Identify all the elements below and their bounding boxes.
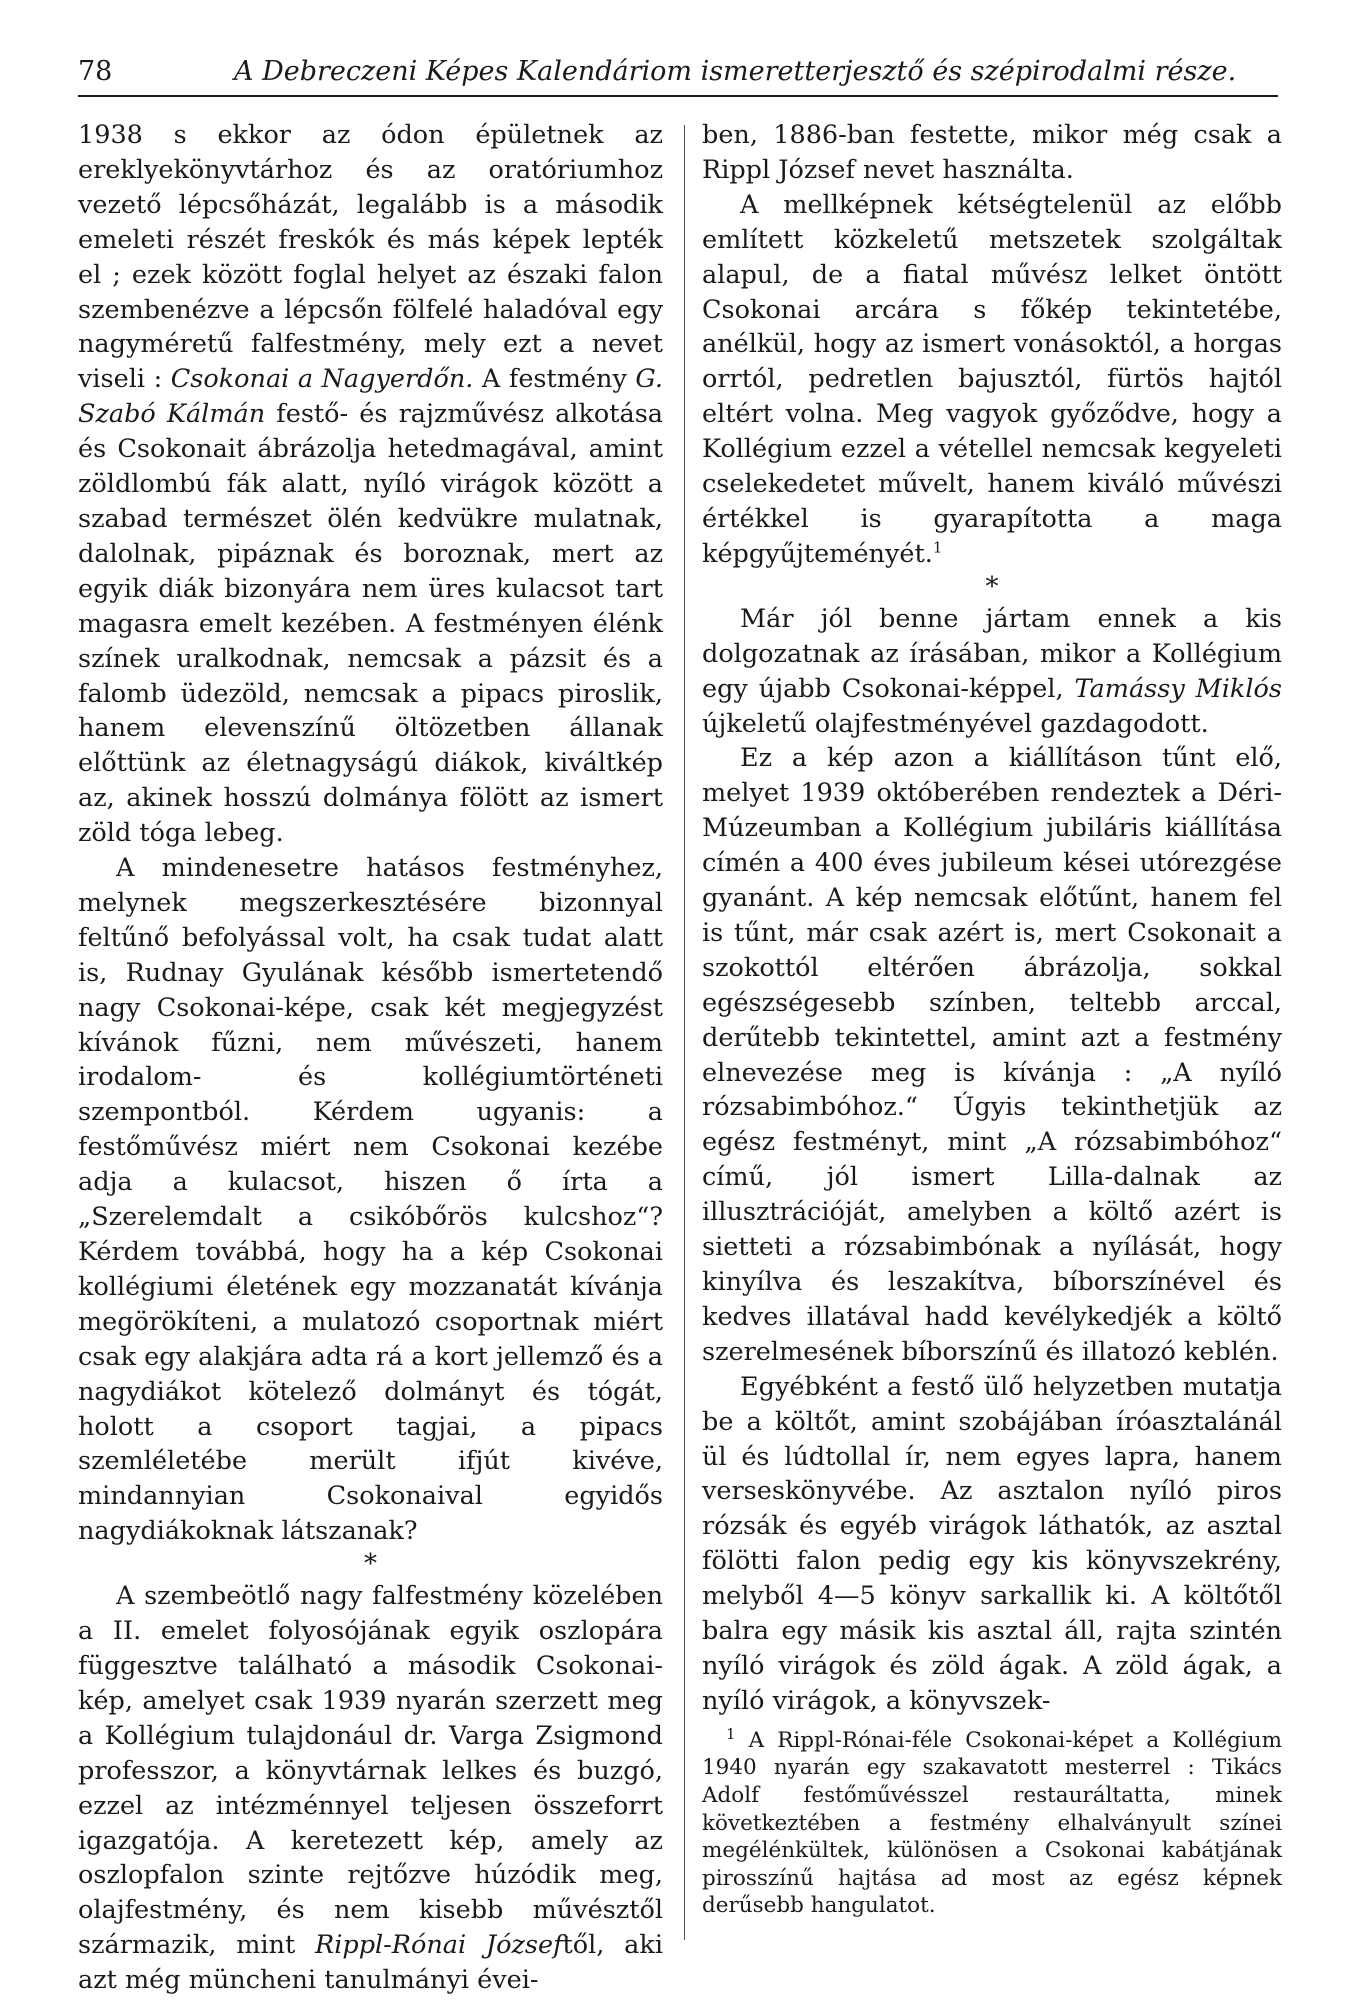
section-separator: * [364,1549,377,1580]
paragraph-text: 1938 s ekkor az ódon épületnek az ereklyekönyvtárhoz és az oratóriumhoz vezető lépcsőházát, legalább is a második emeleti részét freskók és más képek lepték el ; ezek között foglal helyet az északi falon szembenézve a lépcsőn fölfelé haladóval egy nagyméretű falfestmény, mely ezt a nevet viseli : [78,120,663,395]
header-rule [78,95,1278,97]
paragraph-text: festő- és rajzművész alkotása és Csokonait ábrázolja hetedmagával, amint zöldlombú fák alatt, nyíló virágok között a szabad természet ölén kedvükre mulatnak, dalolnak, pipáznak és boroznak, mert az egyik diák bizonyára nem üres kulacsot tart magasra emelt kezében. A festményen élénk színek uralkodnak, nemcsak a pázsit és a falomb üdezöld, nemcsak a pipacs piroslik, hanem elevenszínű öltözetben állanak előttünk az életnagyságú diákok, kiváltkép az, akinek hosszú dolmánya fölött az ismert zöld tóga lebeg. [78,399,664,849]
page-header [78,52,1273,92]
footnote-mark: 1 [726,1724,736,1743]
paragraph [702,602,1282,742]
paragraph-text: től, aki azt még müncheni tanulmányi évei- [78,1930,663,1996]
footnote-text: A Rippl-Rónai-féle Csokonai-képet a Kollégium 1940 nyarán egy szakavatott mesterrel : Tikács Adolf festőművésszel restauráltatta, minek következtében a festmény elhalványult színei megélénkültek, különösen a Csokonai kabátjának pirosszínű hajtása ad most az egész képnek derűsebb hangulatot. [702,1727,1282,1919]
paragraph-text: A festmény [473,364,636,395]
right-column [702,118,1282,1920]
artist-name: Tamássy Miklós [1074,673,1282,704]
paragraph: A mindenesetre hatásos festményhez, melynek megszerkesztésére bizonnyal feltűnő befolyással volt, ha csak tudat alatt is, Rudnay Gyulának később ismertetendő nagy Csokonai-képe, csak két megjegyzést kívánok fűzni, nem művészeti, hanem irodalom- és kollégiumtörténeti szempontból. Kérdem ugyanis: a festőművész miért nem Csokonai kezébe adja a kulacsot, hiszen ő írta a „Szerelemdalt a csikóbőrös kulcshoz“? Kérdem továbbá, hogy ha a kép Csokonai kollégiumi életének egy mozzanatát kívánja megörökíteni, a mulatozó csoportnak miért csak egy alakjára adta rá a kort jellemző és a nagydiákot kötelező dolmányt és tógát, holott a csoport tagjai, a pipacs szemléletébe merült ifjút kivéve, mindannyian Csokonaival egyidős nagydiákoknak látszanak? [78,853,663,1547]
section-separator: * [985,571,999,602]
running-title: A Debreczeni Képes Kalendáriom ismeretterjesztő és szépirodalmi része. [234,56,1237,87]
artist-name: Rippl-Rónai József [315,1930,563,1961]
footnote-reference: 1 [932,538,943,557]
footnote [702,1724,1282,1920]
paragraph [78,118,663,851]
paragraph-text: A szembeötlő nagy falfestmény közelében a II. emelet folyosójának egyik oszlopára függesztve található a második Csokonai-kép, amelyet csak 1939 nyarán szerzett meg a Kollégium tulajdonául dr. Varga Zsigmond professzor, a könyvtárnak lelkes és buzgó, ezzel az intézménnyel teljesen összeforrt igazgatója. A keretezett kép, amely az oszlopfalon szinte rejtőzve húzódik meg, olajfestmény, és nem kisebb művésztől származik, mint [78,1581,663,1961]
paragraph: ben, 1886-ban festette, mikor még csak a Rippl József nevet használta. [702,120,1282,185]
artwork-title: Csokonai a Nagyerdőn. [170,364,474,395]
paragraph: Egyébként a festő ülő helyzetben mutatja be a költőt, amint szobájában íróasztalánál ül és lúdtollal ír, nem egyes lapra, hanem verseskönyvébe. Az asztalon nyíló piros rózsák és egyéb virágok láthatók, az asztal fölötti falon pedig egy kis könyvszekrény, melyből 4—5 könyv sarkallik ki. A költőtől balra egy másik kis asztal áll, rajta szintén nyíló virágok és zöld ágak. A zöld ágak, a nyíló virágok, a könyvszek- [702,1371,1282,1716]
page-number: 78 [78,56,113,87]
paragraph [78,1579,663,1998]
paragraph-text: újkeletű olajfestményével gazdagodott. [702,708,1209,739]
paragraph-text: Már jól benne jártam ennek a kis dolgozatnak az írásában, mikor a Kollégium egy újabb Csokonai-képpel, [702,603,1282,704]
paragraph: Ez a kép azon a kiállításon tűnt elő, melyet 1939 októberében rendeztek a Déri-Múzeumban a Kollégium jubiláris kiállítása címén a 400 éves jubileum kései utórezgése gyanánt. A kép nemcsak előtűnt, hanem fel is tűnt, már csak azért is, mert Csokonait a szokottól eltérően ábrázolja, sokkal egészségesebb színben, teltebb arccal, derűtebb tekintettel, amint azt a festmény elnevezése meg is kívánja : „A nyíló rózsabimbóhoz.“ Úgyis tekinthetjük az egész festményt, mint „A rózsabimbóhoz“ című, jól ismert Lilla-dalnak az illusztrációját, amelyben a költő azért is sietteti a rózsabimbónak a nyílását, hogy kinyílva és leszakítva, bíborszínével és kedves illatával hadd kevélykedjék a költő szerelmesének bíborszínű és illatozó keblén. [702,743,1282,1367]
column-divider [684,125,685,1940]
left-column [78,118,663,1998]
artist-name: G. Szabó Kálmán [78,364,663,430]
paragraph [702,188,1282,572]
paragraph-text: A mellképnek kétségtelenül az előbb említett közkeletű metszetek szolgáltak alapul, de a fiatal művész lelket öntött Csokonai arcára s főkép tekintetébe, anélkül, hogy az ismert vonásoktól, a horgas orrtól, pedretlen bajusztól, fürtös hajtól eltért volna. Meg vagyok győződve, hogy a Kollégium ezzel a vétellel nemcsak kegyeleti cselekedetet művelt, hanem kiváló művészi értékkel is gyarapította a maga képgyűjteményét. [702,189,1282,569]
